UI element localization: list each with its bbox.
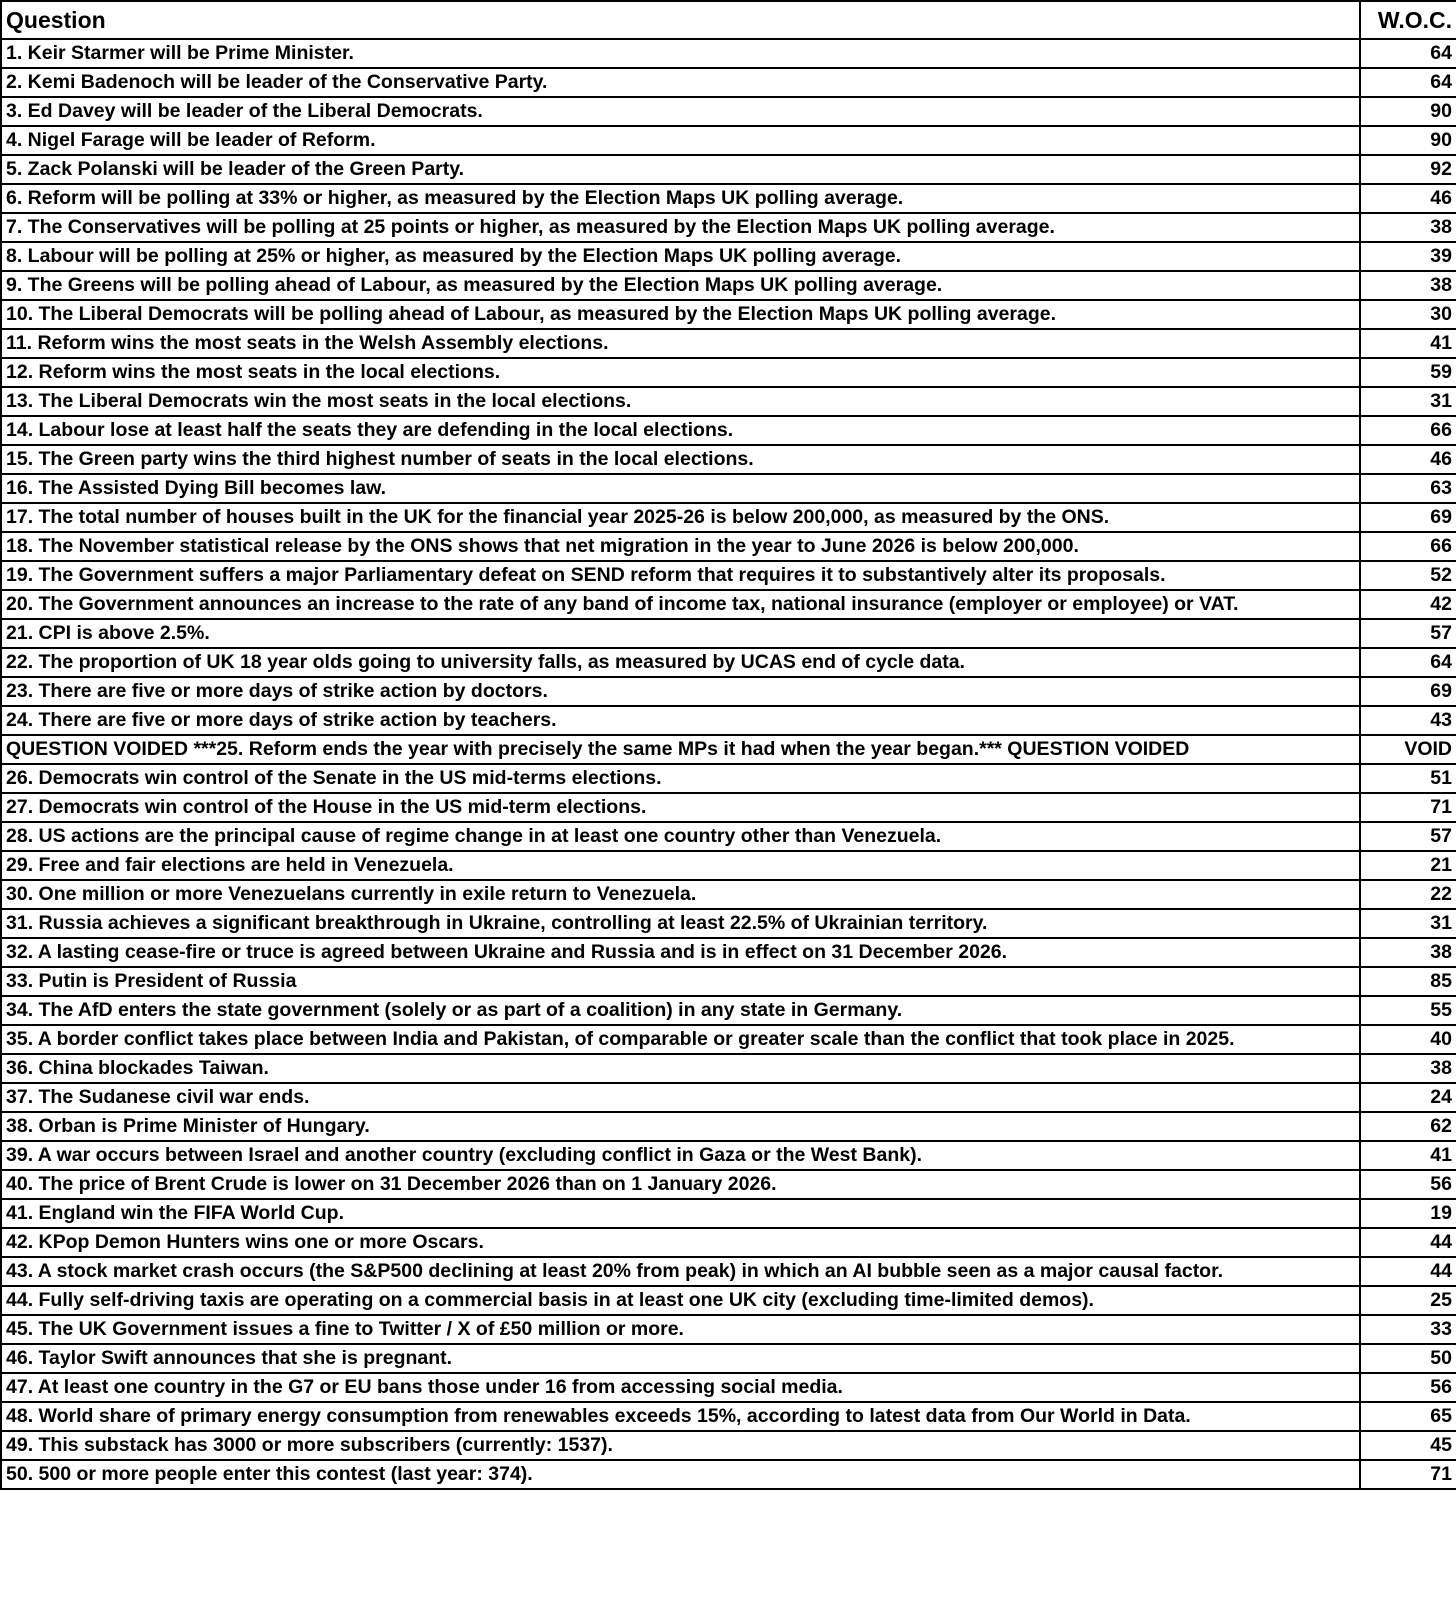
question-cell: 49. This substack has 3000 or more subscribers (currently: 1537). xyxy=(1,1431,1360,1460)
table-row xyxy=(1,938,1456,967)
table-row xyxy=(1,1286,1456,1315)
woc-cell: 65 xyxy=(1360,1402,1456,1431)
question-cell: 31. Russia achieves a significant breakthrough in Ukraine, controlling at least 22.5% of Ukrainian territory. xyxy=(1,909,1360,938)
woc-cell: 71 xyxy=(1360,793,1456,822)
question-cell: 9. The Greens will be polling ahead of Labour, as measured by the Election Maps UK polling average. xyxy=(1,271,1360,300)
table-row xyxy=(1,880,1456,909)
table-row xyxy=(1,1199,1456,1228)
table-row xyxy=(1,1431,1456,1460)
woc-cell: 31 xyxy=(1360,387,1456,416)
woc-cell: 50 xyxy=(1360,1344,1456,1373)
table-row xyxy=(1,271,1456,300)
table-row xyxy=(1,706,1456,735)
question-cell: 14. Labour lose at least half the seats they are defending in the local elections. xyxy=(1,416,1360,445)
question-cell: 32. A lasting cease-fire or truce is agreed between Ukraine and Russia and is in effect on 31 December 2026. xyxy=(1,938,1360,967)
question-cell: 26. Democrats win control of the Senate in the US mid-terms elections. xyxy=(1,764,1360,793)
question-cell: 10. The Liberal Democrats will be polling ahead of Labour, as measured by the Election Maps UK polling average. xyxy=(1,300,1360,329)
table-row xyxy=(1,445,1456,474)
table-row xyxy=(1,503,1456,532)
question-cell: 15. The Green party wins the third highest number of seats in the local elections. xyxy=(1,445,1360,474)
woc-cell: 56 xyxy=(1360,1373,1456,1402)
table-row xyxy=(1,1141,1456,1170)
table-row xyxy=(1,909,1456,938)
woc-cell: 30 xyxy=(1360,300,1456,329)
table-row xyxy=(1,619,1456,648)
table-row xyxy=(1,213,1456,242)
table-row xyxy=(1,97,1456,126)
table-row xyxy=(1,39,1456,68)
woc-cell: 25 xyxy=(1360,1286,1456,1315)
table-row xyxy=(1,387,1456,416)
woc-cell: 57 xyxy=(1360,822,1456,851)
table-row xyxy=(1,561,1456,590)
woc-cell: VOID xyxy=(1360,735,1456,764)
question-cell: 45. The UK Government issues a fine to Twitter / X of £50 million or more. xyxy=(1,1315,1360,1344)
question-cell: 46. Taylor Swift announces that she is pregnant. xyxy=(1,1344,1360,1373)
woc-cell: 64 xyxy=(1360,648,1456,677)
table-row xyxy=(1,329,1456,358)
question-cell: 5. Zack Polanski will be leader of the Green Party. xyxy=(1,155,1360,184)
woc-cell: 51 xyxy=(1360,764,1456,793)
question-cell: 1. Keir Starmer will be Prime Minister. xyxy=(1,39,1360,68)
table-row xyxy=(1,184,1456,213)
table-row xyxy=(1,1025,1456,1054)
question-cell: 34. The AfD enters the state government (solely or as part of a coalition) in any state in Germany. xyxy=(1,996,1360,1025)
question-cell: 18. The November statistical release by the ONS shows that net migration in the year to June 2026 is below 200,000. xyxy=(1,532,1360,561)
question-cell: 6. Reform will be polling at 33% or higher, as measured by the Election Maps UK polling average. xyxy=(1,184,1360,213)
woc-cell: 42 xyxy=(1360,590,1456,619)
table-row xyxy=(1,1054,1456,1083)
woc-cell: 31 xyxy=(1360,909,1456,938)
table-row xyxy=(1,68,1456,97)
question-cell: 43. A stock market crash occurs (the S&P500 declining at least 20% from peak) in which an AI bubble seen as a major causal factor. xyxy=(1,1257,1360,1286)
question-cell: 22. The proportion of UK 18 year olds going to university falls, as measured by UCAS end of cycle data. xyxy=(1,648,1360,677)
question-cell: 50. 500 or more people enter this contest (last year: 374). xyxy=(1,1460,1360,1489)
question-cell: QUESTION VOIDED ***25. Reform ends the year with precisely the same MPs it had when the year began.*** QUESTION VOIDED xyxy=(1,735,1360,764)
question-cell: 8. Labour will be polling at 25% or higher, as measured by the Election Maps UK polling average. xyxy=(1,242,1360,271)
table-body xyxy=(1,39,1456,1489)
woc-cell: 38 xyxy=(1360,271,1456,300)
woc-cell: 46 xyxy=(1360,445,1456,474)
table-row xyxy=(1,677,1456,706)
table-row xyxy=(1,1228,1456,1257)
woc-cell: 45 xyxy=(1360,1431,1456,1460)
table-row xyxy=(1,1373,1456,1402)
table-row xyxy=(1,793,1456,822)
question-cell: 2. Kemi Badenoch will be leader of the Conservative Party. xyxy=(1,68,1360,97)
question-cell: 44. Fully self-driving taxis are operating on a commercial basis in at least one UK city (excluding time-limited demos). xyxy=(1,1286,1360,1315)
woc-cell: 38 xyxy=(1360,213,1456,242)
woc-cell: 90 xyxy=(1360,97,1456,126)
table-row xyxy=(1,1170,1456,1199)
woc-cell: 55 xyxy=(1360,996,1456,1025)
question-cell: 48. World share of primary energy consumption from renewables exceeds 15%, according to latest data from Our World in Data. xyxy=(1,1402,1360,1431)
question-cell: 41. England win the FIFA World Cup. xyxy=(1,1199,1360,1228)
table-row xyxy=(1,416,1456,445)
table-row xyxy=(1,532,1456,561)
question-cell: 20. The Government announces an increase to the rate of any band of income tax, national insurance (employer or employee) or VAT. xyxy=(1,590,1360,619)
woc-cell: 69 xyxy=(1360,677,1456,706)
table-row xyxy=(1,1257,1456,1286)
table-row xyxy=(1,300,1456,329)
woc-cell: 69 xyxy=(1360,503,1456,532)
woc-cell: 38 xyxy=(1360,1054,1456,1083)
woc-cell: 90 xyxy=(1360,126,1456,155)
question-cell: 11. Reform wins the most seats in the Welsh Assembly elections. xyxy=(1,329,1360,358)
table-row xyxy=(1,1083,1456,1112)
question-cell: 16. The Assisted Dying Bill becomes law. xyxy=(1,474,1360,503)
woc-cell: 41 xyxy=(1360,329,1456,358)
woc-cell: 59 xyxy=(1360,358,1456,387)
woc-cell: 66 xyxy=(1360,532,1456,561)
woc-cell: 39 xyxy=(1360,242,1456,271)
woc-cell: 56 xyxy=(1360,1170,1456,1199)
question-cell: 28. US actions are the principal cause of regime change in at least one country other than Venezuela. xyxy=(1,822,1360,851)
question-cell: 17. The total number of houses built in the UK for the financial year 2025-26 is below 200,000, as measured by the ONS. xyxy=(1,503,1360,532)
woc-cell: 38 xyxy=(1360,938,1456,967)
question-cell: 7. The Conservatives will be polling at 25 points or higher, as measured by the Election Maps UK polling average. xyxy=(1,213,1360,242)
question-cell: 19. The Government suffers a major Parliamentary defeat on SEND reform that requires it to substantively alter its proposals. xyxy=(1,561,1360,590)
question-cell: 38. Orban is Prime Minister of Hungary. xyxy=(1,1112,1360,1141)
table-row xyxy=(1,735,1456,764)
woc-cell: 33 xyxy=(1360,1315,1456,1344)
question-cell: 40. The price of Brent Crude is lower on 31 December 2026 than on 1 January 2026. xyxy=(1,1170,1360,1199)
question-cell: 36. China blockades Taiwan. xyxy=(1,1054,1360,1083)
woc-cell: 40 xyxy=(1360,1025,1456,1054)
question-cell: 27. Democrats win control of the House in the US mid-term elections. xyxy=(1,793,1360,822)
question-column-header: Question xyxy=(1,1,1360,39)
woc-cell: 44 xyxy=(1360,1257,1456,1286)
woc-cell: 52 xyxy=(1360,561,1456,590)
table-row xyxy=(1,764,1456,793)
woc-cell: 24 xyxy=(1360,1083,1456,1112)
question-cell: 37. The Sudanese civil war ends. xyxy=(1,1083,1360,1112)
table-row xyxy=(1,648,1456,677)
woc-cell: 19 xyxy=(1360,1199,1456,1228)
question-cell: 47. At least one country in the G7 or EU bans those under 16 from accessing social media. xyxy=(1,1373,1360,1402)
table-row xyxy=(1,996,1456,1025)
question-cell: 29. Free and fair elections are held in Venezuela. xyxy=(1,851,1360,880)
question-cell: 23. There are five or more days of strike action by doctors. xyxy=(1,677,1360,706)
question-cell: 24. There are five or more days of strike action by teachers. xyxy=(1,706,1360,735)
question-cell: 21. CPI is above 2.5%. xyxy=(1,619,1360,648)
table-row xyxy=(1,967,1456,996)
woc-cell: 71 xyxy=(1360,1460,1456,1489)
table-row xyxy=(1,1344,1456,1373)
woc-cell: 46 xyxy=(1360,184,1456,213)
woc-cell: 22 xyxy=(1360,880,1456,909)
woc-cell: 57 xyxy=(1360,619,1456,648)
question-cell: 4. Nigel Farage will be leader of Reform. xyxy=(1,126,1360,155)
question-cell: 30. One million or more Venezuelans currently in exile return to Venezuela. xyxy=(1,880,1360,909)
table-row xyxy=(1,1315,1456,1344)
table-row xyxy=(1,1112,1456,1141)
woc-cell: 62 xyxy=(1360,1112,1456,1141)
woc-cell: 43 xyxy=(1360,706,1456,735)
question-cell: 33. Putin is President of Russia xyxy=(1,967,1360,996)
question-cell: 3. Ed Davey will be leader of the Liberal Democrats. xyxy=(1,97,1360,126)
table-row xyxy=(1,822,1456,851)
woc-cell: 66 xyxy=(1360,416,1456,445)
woc-cell: 44 xyxy=(1360,1228,1456,1257)
table-row xyxy=(1,358,1456,387)
table-row xyxy=(1,1402,1456,1431)
question-cell: 39. A war occurs between Israel and another country (excluding conflict in Gaza or the West Bank). xyxy=(1,1141,1360,1170)
table-row xyxy=(1,474,1456,503)
table-row xyxy=(1,1460,1456,1489)
table-row xyxy=(1,242,1456,271)
woc-cell: 63 xyxy=(1360,474,1456,503)
table-row xyxy=(1,155,1456,184)
woc-cell: 41 xyxy=(1360,1141,1456,1170)
question-cell: 13. The Liberal Democrats win the most seats in the local elections. xyxy=(1,387,1360,416)
question-cell: 12. Reform wins the most seats in the local elections. xyxy=(1,358,1360,387)
woc-cell: 85 xyxy=(1360,967,1456,996)
table-row xyxy=(1,851,1456,880)
question-cell: 35. A border conflict takes place between India and Pakistan, of comparable or greater scale than the conflict that took place in 2025. xyxy=(1,1025,1360,1054)
question-cell: 42. KPop Demon Hunters wins one or more Oscars. xyxy=(1,1228,1360,1257)
table-row xyxy=(1,590,1456,619)
woc-cell: 64 xyxy=(1360,68,1456,97)
woc-cell: 92 xyxy=(1360,155,1456,184)
header-row xyxy=(1,1,1456,39)
woc-cell: 21 xyxy=(1360,851,1456,880)
woc-column-header: W.O.C. xyxy=(1360,1,1456,39)
table-row xyxy=(1,126,1456,155)
woc-cell: 64 xyxy=(1360,39,1456,68)
